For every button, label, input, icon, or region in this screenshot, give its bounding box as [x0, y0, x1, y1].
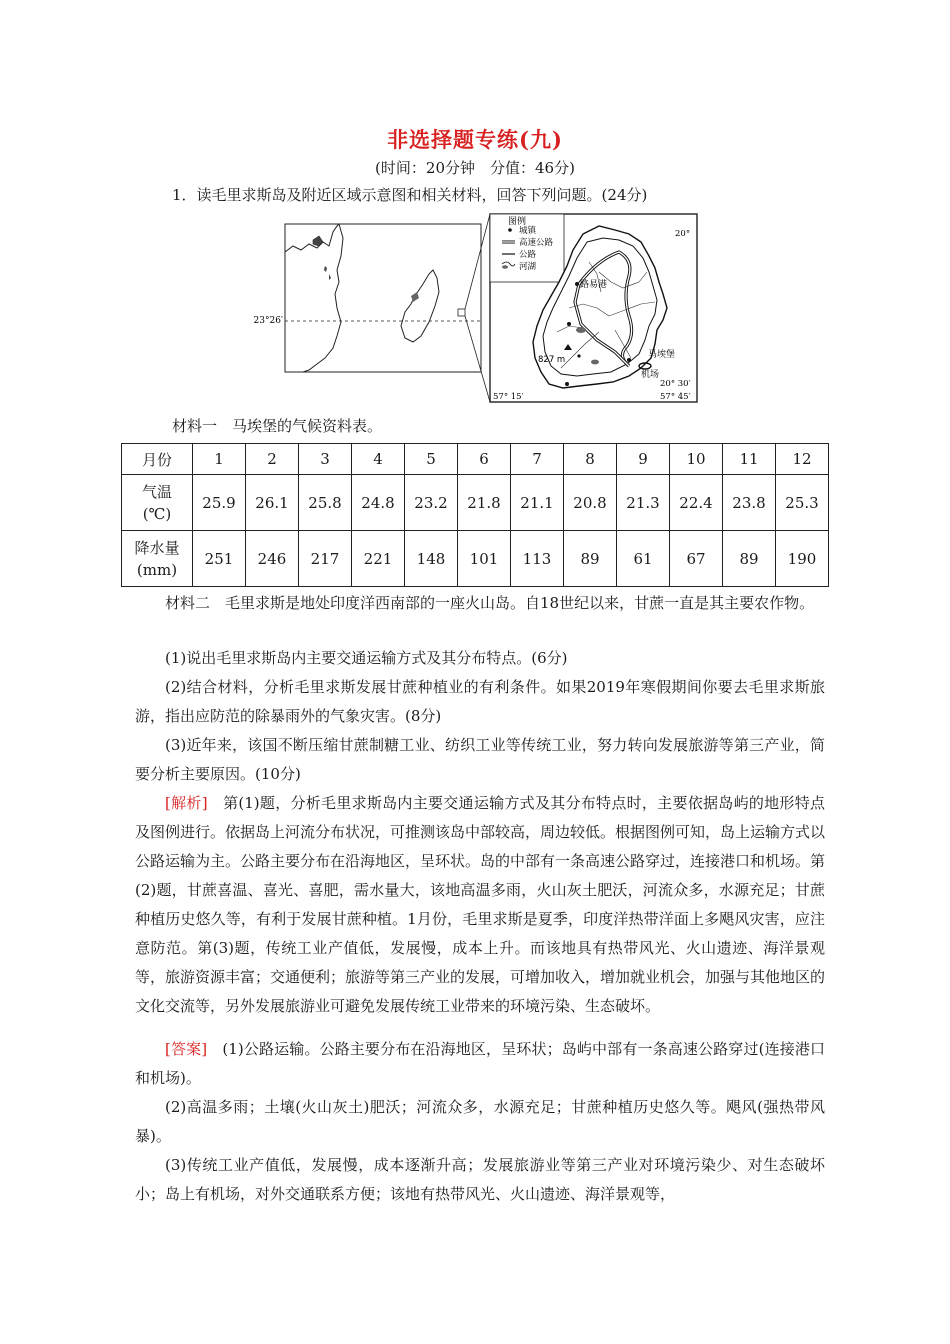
- temperature-cell: 25.9: [193, 475, 246, 531]
- legend-title: 图例: [508, 217, 527, 227]
- precipitation-label-cell: [122, 531, 193, 587]
- month-cell: 1: [193, 444, 246, 475]
- temperature-cell: 21.1: [511, 475, 564, 531]
- answer-part-3: (3)传统工业产值低，发展慢，成本逐渐升高；发展旅游业等第三产业对环境污染少、对生态破坏小；岛上有机场，对外交通联系方便；该地有热带风光、火山遗迹、海洋景观等，: [135, 1156, 825, 1203]
- precipitation-cell: 61: [617, 531, 670, 587]
- precipitation-unit: (mm): [136, 560, 178, 579]
- answer-tag: [答案]: [165, 1040, 208, 1058]
- legend-river: 河湖: [519, 262, 537, 272]
- page-subtitle: (时间：20分钟 分值：46分): [375, 159, 575, 177]
- island-map: [490, 214, 697, 402]
- label-mahebourg: 马埃堡: [648, 350, 676, 360]
- precipitation-cell: 89: [723, 531, 776, 587]
- label-lon-57-45: 57° 45′: [660, 392, 691, 402]
- precipitation-cell: 251: [193, 531, 246, 587]
- temperature-cell: 26.1: [246, 475, 299, 531]
- precipitation-cell: 67: [670, 531, 723, 587]
- regional-map: [254, 224, 481, 372]
- label-lon-57-15: 57° 15′: [493, 392, 524, 402]
- answer-paragraph: [135, 1035, 825, 1093]
- temperature-cell: 21.3: [617, 475, 670, 531]
- month-header-cell: 月份: [122, 444, 193, 475]
- month-cell: 6: [458, 444, 511, 475]
- legend-road: 公路: [519, 250, 537, 260]
- temperature-cell: 23.2: [405, 475, 458, 531]
- label-lat-20-30: 20° 30′: [660, 379, 691, 389]
- question-intro: 1．读毛里求斯岛及附近区域示意图和相关材料，回答下列问题。(24分): [172, 186, 648, 204]
- subquestion-3: (3)近年来，该国不断压缩甘蔗制糖工业、纺织工业等传统工业，努力转向发展旅游等第三产业，简要分析主要原因。(10分): [135, 736, 825, 783]
- material-1-caption: 材料一 马埃堡的气候资料表。: [172, 417, 383, 435]
- temperature-cell: 20.8: [564, 475, 617, 531]
- label-peak: 827 m: [538, 355, 566, 365]
- month-cell: 8: [564, 444, 617, 475]
- temperature-label: 气温: [141, 482, 172, 501]
- tropic-label: 23°26′: [253, 316, 283, 326]
- material-2: 材料二 毛里求斯是地处印度洋西南部的一座火山岛。自18世纪以来，甘蔗一直是其主要农作物。: [165, 594, 815, 612]
- month-cell: 11: [723, 444, 776, 475]
- precipitation-cell: 148: [405, 531, 458, 587]
- table-row-months: [122, 444, 829, 475]
- temperature-unit: (℃): [142, 504, 172, 523]
- month-cell: 7: [511, 444, 564, 475]
- month-cell: 10: [670, 444, 723, 475]
- label-port-louis: 路易港: [580, 280, 608, 290]
- temperature-cell: 25.8: [299, 475, 352, 531]
- precipitation-cell: 113: [511, 531, 564, 587]
- analysis-tag: [解析]: [165, 794, 208, 812]
- precipitation-cell: 101: [458, 531, 511, 587]
- precipitation-cell: 221: [352, 531, 405, 587]
- answer-part-1: (1)公路运输。公路主要分布在沿海地区，呈环状；岛屿中部有一条高速公路穿过(连接港口和机场)。: [135, 1040, 825, 1087]
- precipitation-cell: 190: [776, 531, 829, 587]
- precipitation-cell: 246: [246, 531, 299, 587]
- temperature-cell: 23.8: [723, 475, 776, 531]
- month-cell: 3: [299, 444, 352, 475]
- label-airport: 机场: [641, 370, 660, 380]
- mauritius-map-figure: [253, 212, 699, 408]
- temperature-cell: 21.8: [458, 475, 511, 531]
- table-row-temperature: [122, 475, 829, 531]
- subquestion-1: (1)说出毛里求斯岛内主要交通运输方式及其分布特点。(6分): [165, 649, 568, 667]
- temperature-cell: 22.4: [670, 475, 723, 531]
- page-title: 非选择题专练(九): [387, 127, 563, 152]
- legend-town: 城镇: [519, 226, 537, 236]
- precipitation-label: 降水量: [134, 538, 180, 557]
- precipitation-cell: 89: [564, 531, 617, 587]
- legend-highway: 高速公路: [519, 238, 554, 248]
- climate-table: [121, 443, 829, 587]
- temperature-cell: 24.8: [352, 475, 405, 531]
- label-lat-20: 20°: [675, 229, 691, 239]
- analysis-paragraph: [135, 789, 825, 1021]
- month-cell: 2: [246, 444, 299, 475]
- analysis-text: 第(1)题，分析毛里求斯岛内主要交通运输方式及其分布特点时，主要依据岛屿的地形特点及图例进行。依据岛上河流分布状况，可推测该岛中部较高，周边较低。根据图例可知，岛上运输方式以公路运输为主。公路主要分布在沿海地区，呈环状。岛的中部有一条高速公路穿过，连接港口和机场。第(2)题，甘蔗喜温、喜光、喜肥，需水量大，该地高温多雨，火山灰土肥沃，河流众多，水源充足；甘蔗种植历史悠久等，有利于发展甘蔗种植。1月份，毛里求斯是夏季，印度洋热带洋面上多飓风灾害，应注意防范。第(3)题，传统工业产值低，发展慢，成本上升。而该地具有热带风光、火山遗迹、海洋景观等，旅游资源丰富；交通便利；旅游等第三产业的发展，可增加收入，增加就业机会，加强与其他地区的文化交流等，另外发展旅游业可避免发展传统工业带来的环境污染、生态破坏。: [135, 794, 826, 1015]
- month-cell: 9: [617, 444, 670, 475]
- answer-part-2: (2)高温多雨；土壤(火山灰土)肥沃；河流众多，水源充足；甘蔗种植历史悠久等。飓风(强热带风暴)。: [135, 1098, 825, 1145]
- month-cell: 4: [352, 444, 405, 475]
- precipitation-cell: 217: [299, 531, 352, 587]
- temperature-cell: 25.3: [776, 475, 829, 531]
- table-row-precipitation: [122, 531, 829, 587]
- month-cell: 5: [405, 444, 458, 475]
- subquestion-2: (2)结合材料，分析毛里求斯发展甘蔗种植业的有利条件。如果2019年寒假期间你要去毛里求斯旅游，指出应防范的除暴雨外的气象灾害。(8分): [135, 678, 825, 725]
- temperature-label-cell: [122, 475, 193, 531]
- month-cell: 12: [776, 444, 829, 475]
